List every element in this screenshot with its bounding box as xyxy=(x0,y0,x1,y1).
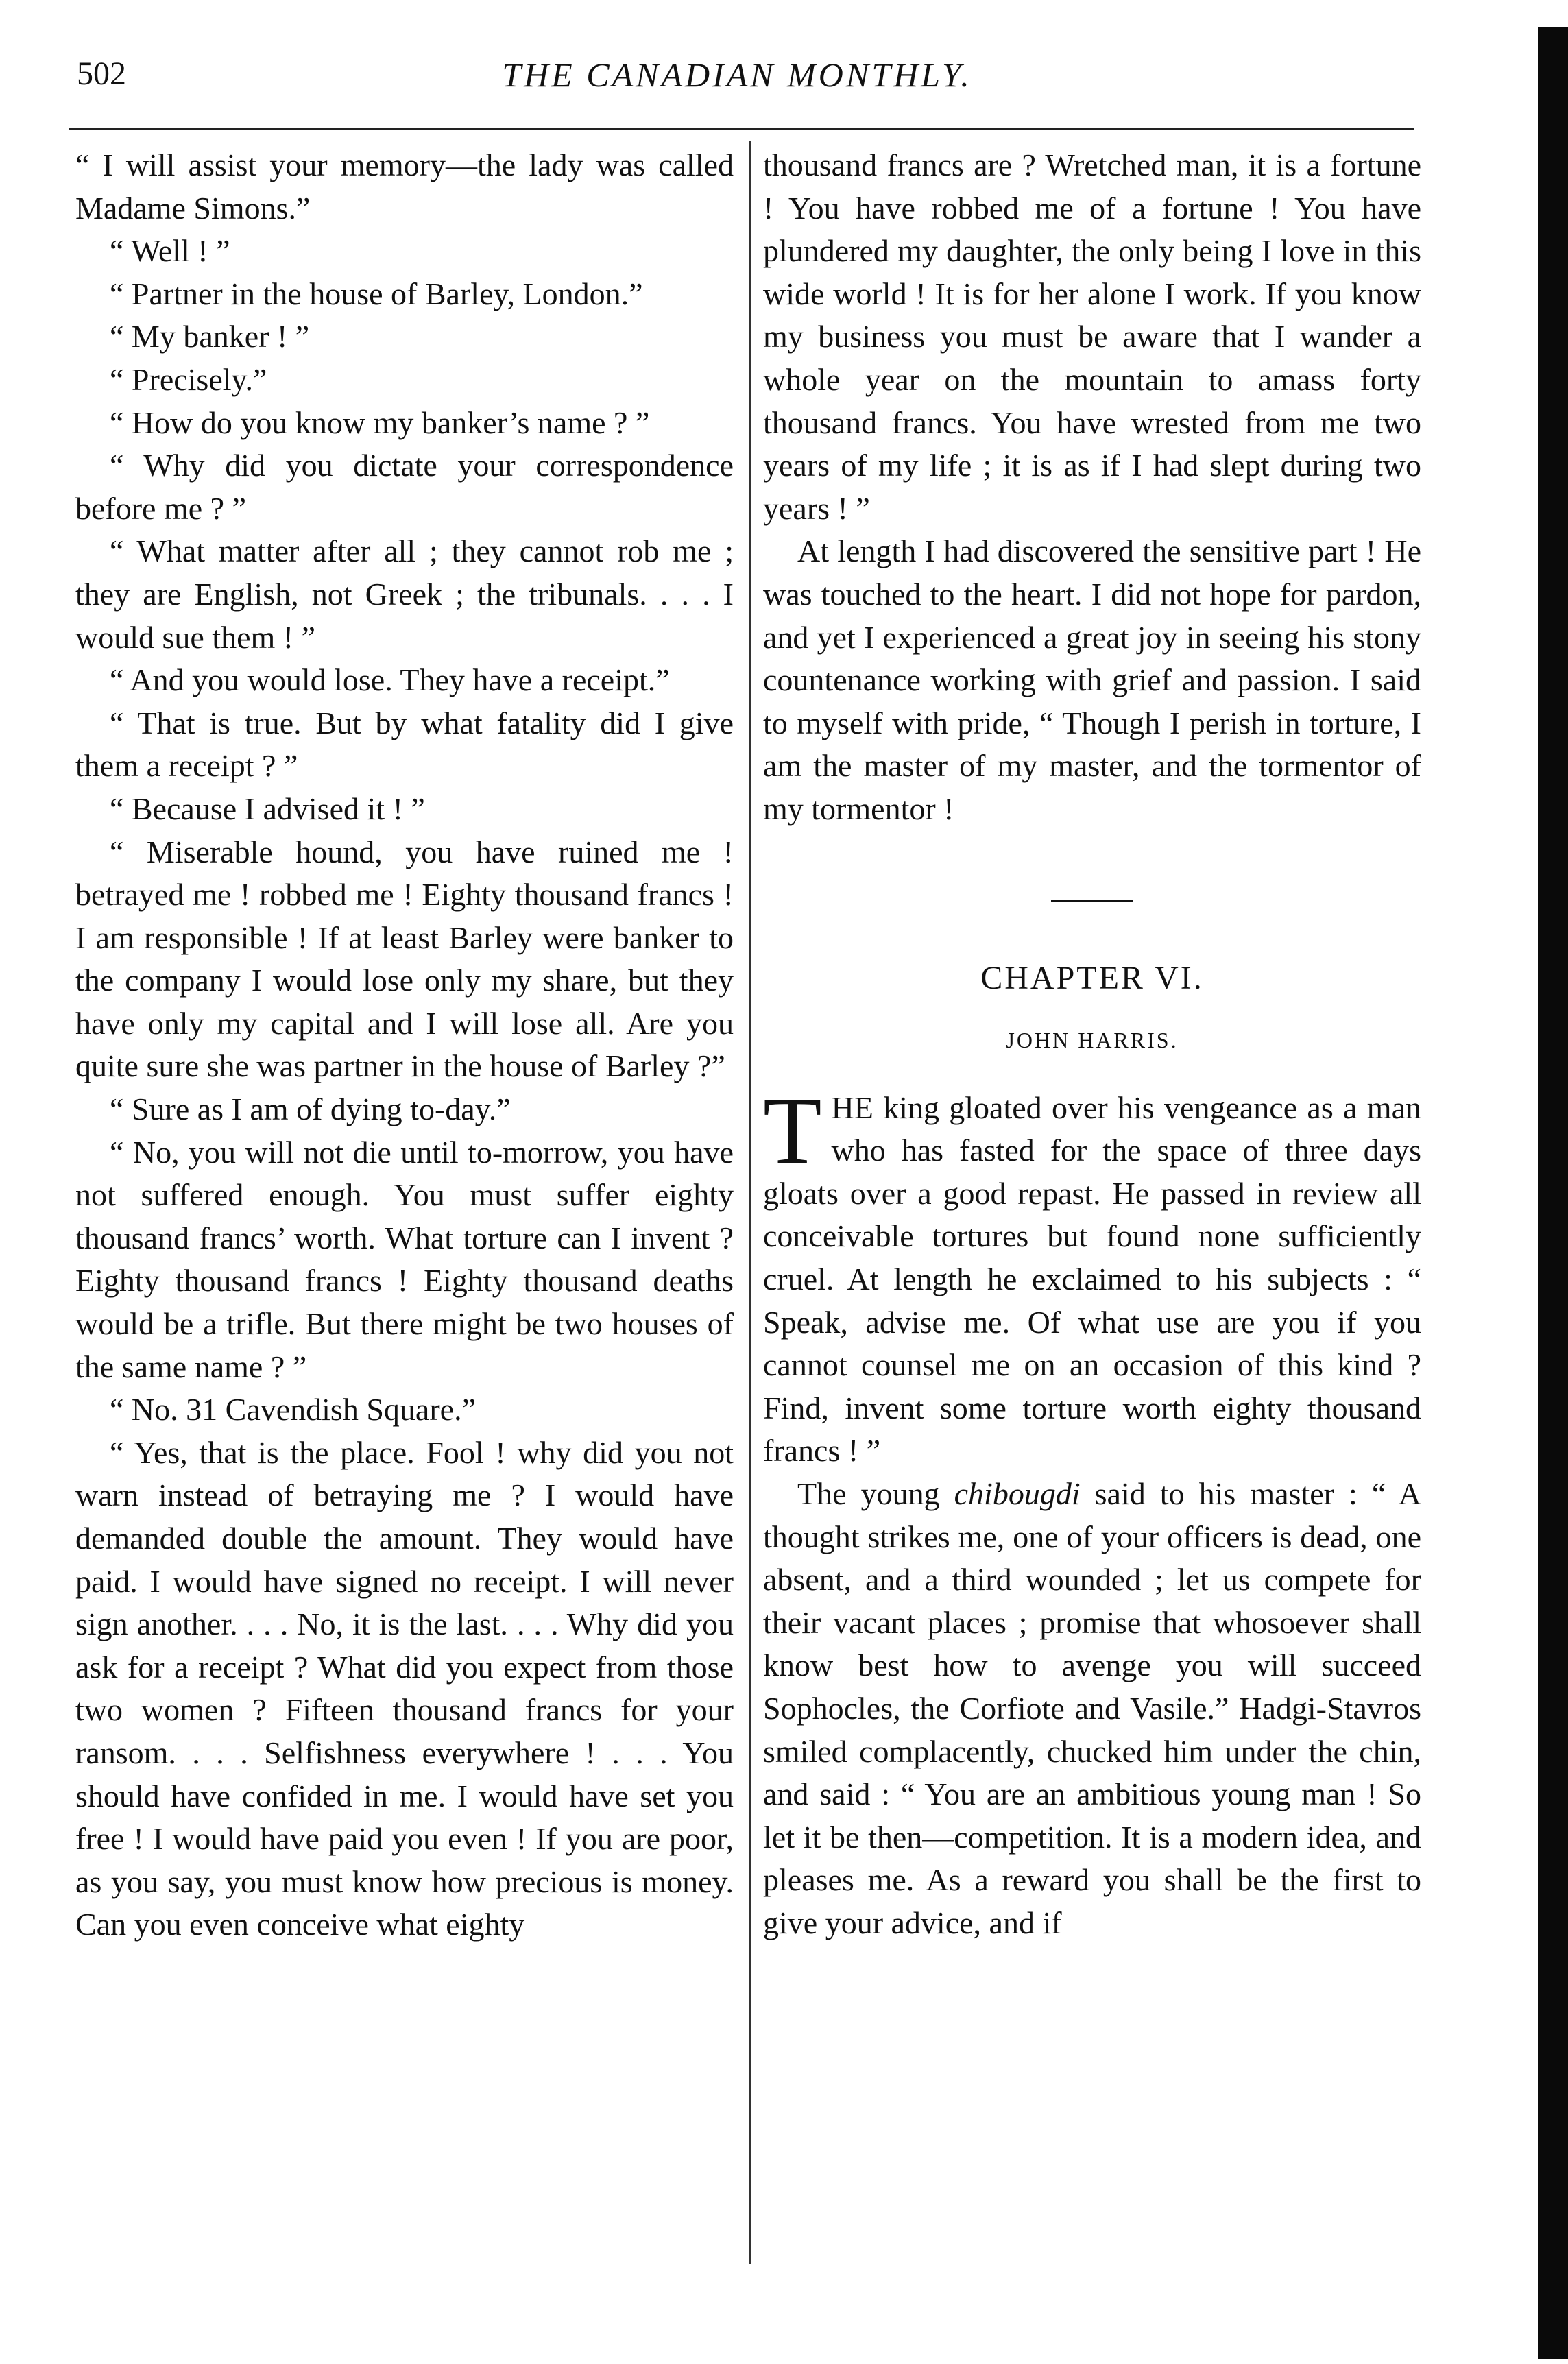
paragraph-text: HE king gloated over his vengeance as a man who has fasted for the space of three days gloats over a good repast. He passed in review all conceivable tortures but found none sufficiently cruel. At length he exclaimed to his subjects : “ Speak, advise me. Of what use are you if you cannot counsel me on an occasion of this kind ? Find, invent some torture worth eighty thousand francs ! ” xyxy=(763,1089,1421,1469)
italic-term: chibougdi xyxy=(954,1476,1081,1512)
page-header xyxy=(0,51,1474,106)
paragraph: “ I will assist your memory—the lady was called Madame Simons.” xyxy=(75,147,734,226)
header-rule xyxy=(69,128,1414,130)
drop-cap: T xyxy=(763,1077,822,1184)
running-title: THE CANADIAN MONTHLY. xyxy=(502,56,972,94)
column-divider xyxy=(749,141,751,2264)
left-column xyxy=(75,144,734,1946)
paragraph: “ What matter after all ; they cannot rob me ; they are English, not Greek ; the tribunals. . . . I would sue them ! ” xyxy=(75,533,734,655)
section-divider xyxy=(1051,900,1133,902)
paragraph: “ Miserable hound, you have ruined me ! betrayed me ! robbed me ! Eighty thousand francs ! I am responsible ! If at least Barley were banker to the company I would lose only my share, but they have only my capital and I will lose all. Are you quite sure she was partner in the house of Barley ?” xyxy=(75,834,734,1084)
paragraph-text: The young xyxy=(797,1476,954,1512)
paragraph: At length I had discovered the sensitive part ! He was touched to the heart. I did not hope for pardon, and yet I experienced a great joy in seeing his stony countenance working with grief and passion. I said to myself with pride, “ Though I perish in torture, I am the master of my master, and the tormentor of my tormentor ! xyxy=(763,533,1421,826)
paragraph: “ No, you will not die until to-morrow, you have not suffered enough. You must suffer eighty thousand francs’ worth. What torture can I invent ? Eighty thousand francs ! Eighty thousand deaths would be a trifle. But there might be two houses of the same name ? ” xyxy=(75,1134,734,1384)
paragraph: “ Why did you dictate your correspondence before me ? ” xyxy=(75,448,734,526)
paragraph: “ Sure as I am of dying to-day.” xyxy=(110,1091,511,1127)
paragraph: “ My banker ! ” xyxy=(110,319,310,354)
paragraph: “ Partner in the house of Barley, London.” xyxy=(110,276,643,311)
paragraph: “ Yes, that is the place. Fool ! why did you not warn instead of betraying me ? I would have demanded double the amount. They would have paid. I would have signed no receipt. I will never sign another. . . . No, it is the last. . . . Why did you ask for a receipt ? What did you expect from those two women ? Fifteen thousand francs for your ransom. . . . Selfishness everywhere ! . . . You should have confided in me. I would have set you free ! I would have paid you even ! If you are poor, as you say, you must know how precious is money. Can you even conceive what eighty xyxy=(75,1434,734,1942)
paragraph-text: said to his master : “ A thought strikes me, one of your officers is dead, one absent, and a third wounded ; let us compete for their vacant places ; promise that whosoever shall know best how to avenge you will succeed Sophocles, the Corfiote and Vasile.” Hadgi-Stavros smiled complacently, chucked him under the chin, and said : “ You are an ambitious young man ! So let it be then—competition. It is a modern idea, and pleases me. As a reward you shall be the first to give your advice, and if xyxy=(763,1476,1422,1940)
chapter-title: CHAPTER VI. xyxy=(980,959,1204,996)
paragraph: “ No. 31 Cavendish Square.” xyxy=(110,1392,476,1427)
paragraph: “ Well ! ” xyxy=(110,233,230,269)
chapter-opening-paragraph xyxy=(763,1077,1421,1473)
paragraph xyxy=(763,1473,1421,1945)
scan-edge-bar xyxy=(1538,27,1568,2359)
right-column xyxy=(763,144,1421,1945)
paragraph: “ That is true. But by what fatality did I give them a receipt ? ” xyxy=(75,705,734,784)
paragraph: thousand francs are ? Wretched man, it is a fortune ! You have robbed me of a fortune ! You have plundered my daughter, the only being I love in this wide world ! It is for her alone I work. If you know my business you must be aware that I wander a whole year on the mountain to amass forty thousand francs. You have wrested from me two years of my life ; it is as if I had slept during two years ! ” xyxy=(763,147,1421,526)
paragraph: “ Precisely.” xyxy=(110,361,267,397)
paragraph: “ How do you know my banker’s name ? ” xyxy=(110,405,650,440)
paragraph: “ Because I advised it ! ” xyxy=(110,791,425,826)
page-number: 502 xyxy=(77,56,126,92)
paragraph: “ And you would lose. They have a receipt.” xyxy=(110,662,670,698)
chapter-subtitle: JOHN HARRIS. xyxy=(1006,1028,1179,1053)
